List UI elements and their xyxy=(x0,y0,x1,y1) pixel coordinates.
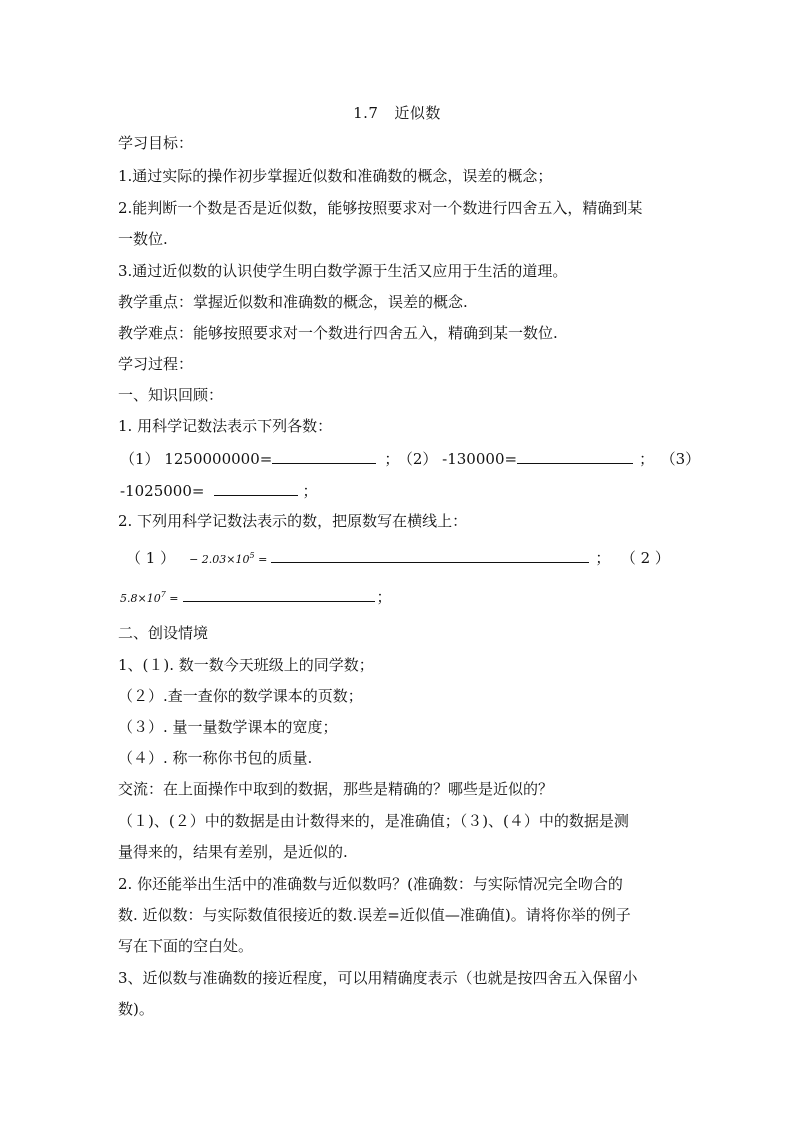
scenario-question-3: 3、近似数与准确数的接近程度，可以用精确度表示（也就是按四舍五入保留小 xyxy=(118,969,638,987)
scenario-item-4: （４）. 称一称你书包的质量. xyxy=(118,749,313,767)
review-heading: 一、知识回顾： xyxy=(118,386,224,404)
q1-part-2-label: （2） -130000= xyxy=(405,450,518,468)
process-heading: 学习过程： xyxy=(118,355,194,373)
exchange-answer: （１)、(２）中的数据是由计数得来的，是准确值；（３)、(４）中的数据是测 xyxy=(118,812,629,830)
goals-heading: 学习目标： xyxy=(118,134,194,152)
scenario-question-2-end: 写在下面的空白处。 xyxy=(118,937,254,955)
review-q1-row: （1） 1250000000= ； （2） -130000= ； （3） xyxy=(120,450,701,468)
scenario-question-3-cont: 数)。 xyxy=(118,1000,154,1018)
scenario-item-1: 1、(１). 数一数今天班级上的同学数； xyxy=(118,656,374,674)
exchange-answer-cont: 量得来的，结果有差别，是近似的. xyxy=(118,843,348,861)
q1-answer-blank-1[interactable] xyxy=(272,448,376,464)
q1-part-1-label: （1） 1250000000= xyxy=(120,450,273,468)
scenario-heading: 二、创设情境 xyxy=(118,624,209,642)
q1-part-3-value: -1025000= xyxy=(120,482,205,500)
q1-answer-blank-2[interactable] xyxy=(517,448,633,464)
q1-part-3-label: （3） xyxy=(668,450,701,468)
goal-item-2: 2.能判断一个数是否是近似数，能够按照要求对一个数进行四舍五入，精确到某 xyxy=(118,199,643,217)
q1-answer-blank-3[interactable] xyxy=(214,480,298,496)
scenario-item-3: （３）. 量一量数学课本的宽度； xyxy=(118,718,338,736)
scenario-question-2-cont: 数. 近似数：与实际数值很接近的数.误差=近似值—准确值)。请将你举的例子 xyxy=(118,906,631,924)
section-number: 1.7 xyxy=(353,104,379,122)
key-point: 教学重点：掌握近似数和准确数的概念，误差的概念. xyxy=(118,293,468,311)
review-q2-row-cont: $5.8\times 10^7$ = ； xyxy=(120,588,392,606)
review-question-1: 1. 用科学记数法表示下列各数： xyxy=(118,417,333,435)
review-q1-row-cont: -1025000= ； xyxy=(120,482,318,500)
scenario-item-2: （２）.查一查你的数学课本的页数； xyxy=(118,687,363,705)
q2-expression-2: $5.8\times 10^7$ = xyxy=(120,590,179,605)
q2-expression-1: − $2.03\times 10^5$ = xyxy=(189,551,268,566)
goal-item-2-cont: 一数位. xyxy=(118,230,168,248)
section-title: 近似数 xyxy=(394,104,441,122)
goal-item-1: 1.通过实际的操作初步掌握近似数和准确数的概念，误差的概念； xyxy=(118,167,553,185)
page-title xyxy=(0,102,794,123)
difficulty: 教学难点：能够按照要求对一个数进行四舍五入，精确到某一数位. xyxy=(118,324,558,342)
review-q2-row: （ 1 ） − $2.03\times 10^5$ = ； （ 2 ） xyxy=(126,549,670,567)
q2-answer-blank-2[interactable] xyxy=(183,586,375,602)
scenario-question-2: 2. 你还能举出生活中的准确数与近似数吗？(准确数：与实际情况完全吻合的 xyxy=(118,875,623,893)
q2-part-2-label: （ 2 ） xyxy=(628,549,670,567)
exchange-question: 交流：在上面操作中取到的数据，那些是精确的？哪些是近似的？ xyxy=(118,780,554,798)
q2-part-1-label: （ 1 ） xyxy=(126,549,176,567)
q2-answer-blank-1[interactable] xyxy=(271,547,589,563)
review-question-2: 2. 下列用科学记数法表示的数，把原数写在横线上： xyxy=(118,512,468,530)
goal-item-3: 3.通过近似数的认识使学生明白数学源于生活又应用于生活的道理。 xyxy=(118,262,568,280)
